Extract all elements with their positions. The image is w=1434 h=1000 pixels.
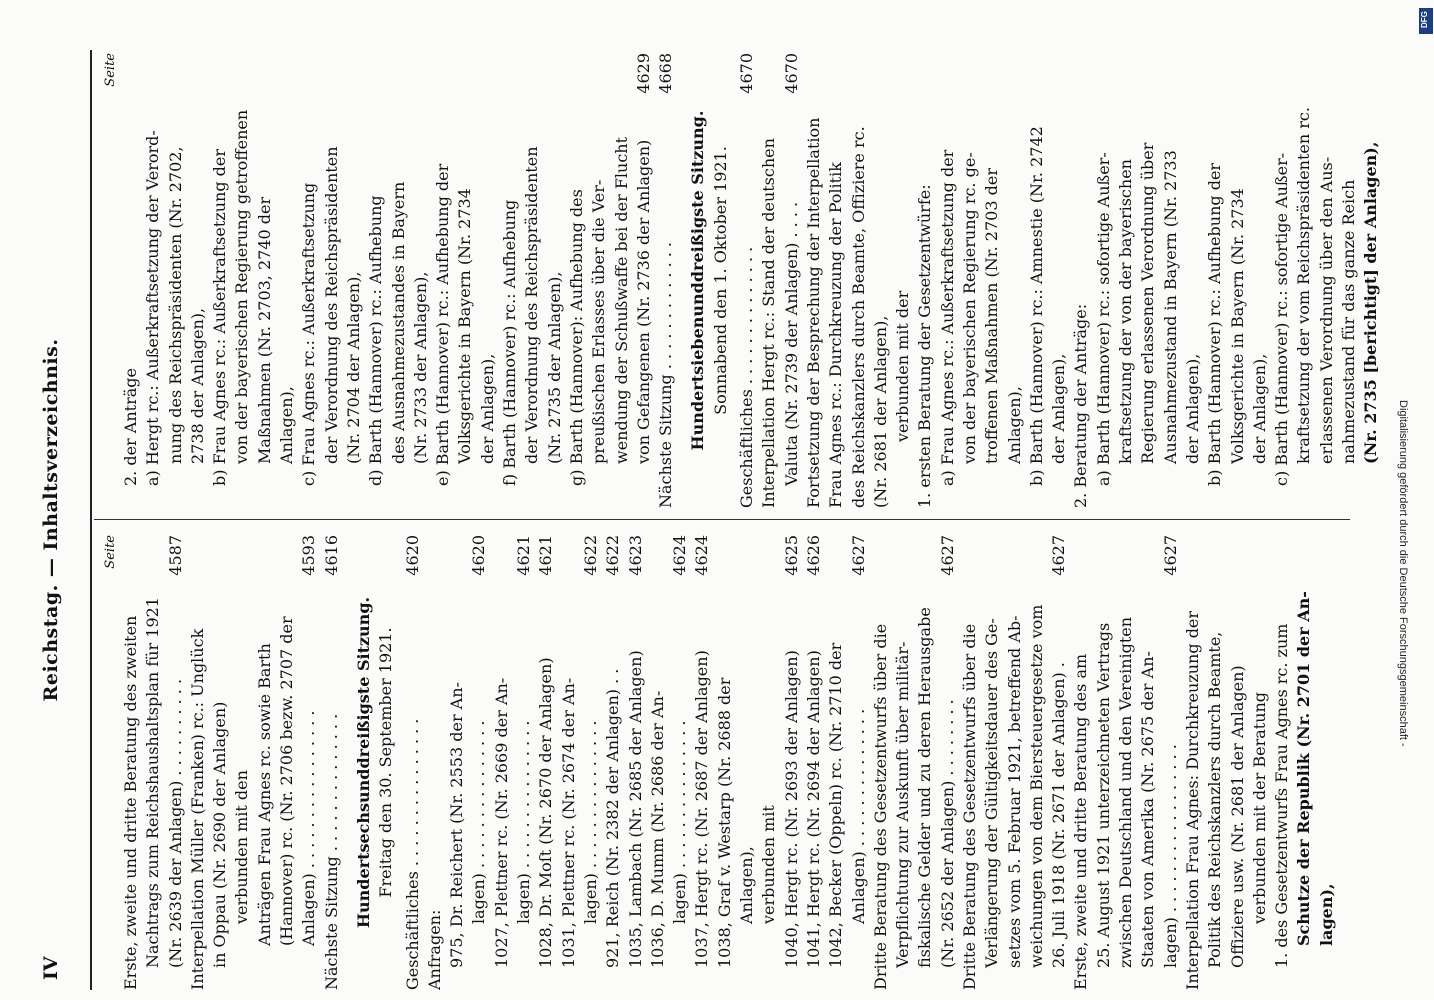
toc-entry-line [231, 53, 253, 508]
toc-entry-line [981, 53, 1003, 508]
toc-entry-line [1293, 535, 1315, 990]
entry-text: verbunden mit der Beratung [1249, 691, 1269, 924]
toc-entry-line [691, 535, 713, 990]
entry-text: der Anlagen), [1249, 353, 1269, 464]
toc-entry-line [1182, 53, 1204, 508]
toc-entry-line [388, 53, 410, 508]
toc-entry-line [521, 53, 543, 508]
toc-entry-line [1293, 53, 1315, 508]
entry-text: lagen), [1316, 883, 1336, 946]
toc-entry-line [1048, 535, 1070, 990]
toc-entry-line [142, 53, 164, 508]
toc-entry-line [848, 535, 870, 990]
toc-entry-line [1070, 535, 1092, 990]
page-reference: 4627 [937, 535, 959, 579]
entry-text: g) Barth (Hannover): Aufhebung des [566, 189, 586, 486]
entry-text: Anlagen) . . . . . . . . . . . . . . . . [299, 710, 319, 946]
toc-entry-line [870, 535, 892, 990]
toc-entry-line [625, 535, 647, 990]
entry-text: (Nr. 2733 der Anlagen), [410, 271, 430, 464]
entry-text: Geschäftliches . . . . . . . . . . . . . . . [402, 718, 422, 990]
entry-text: Valuta (Nr. 2739 der Anlagen) . . . . [781, 201, 801, 486]
entry-text: von der bayerischen Regierung getroffenen [232, 109, 252, 464]
page-reference: 4627 [848, 535, 870, 579]
page-reference: 4620 [468, 535, 490, 579]
page-reference: 4622 [602, 535, 624, 579]
entry-text: Regierung erlassenen Verordnung über [1138, 142, 1158, 464]
toc-entry-line [736, 535, 758, 990]
entry-text: lagen) . . . . . . . . . . . . . . . . . [1160, 744, 1180, 968]
toc-entry-line [959, 53, 981, 508]
toc-entry-line [959, 535, 981, 990]
toc-entry-line [714, 535, 736, 990]
session-date: Sonnabend den 1. Oktober 1921. [710, 146, 730, 415]
entry-text: 25. August 1921 unterzeichneten Vertrags [1093, 622, 1113, 968]
toc-entry-line [1227, 53, 1249, 508]
toc-entry-line [669, 535, 691, 990]
entry-text: Dritte Beratung des Gesetzentwurfs über die [870, 623, 890, 990]
toc-entry-line [321, 53, 343, 508]
toc-entry-line [1048, 53, 1070, 508]
entry-text: der Verordnung des Reichspräsidenten [522, 146, 542, 464]
entry-text: Interpellation Hergt rc.: Stand der deutschen [759, 138, 779, 508]
toc-entry-line [499, 53, 521, 508]
entry-text: 26. Juli 1918 (Nr. 2671 der Anlagen) . [1049, 662, 1069, 968]
toc-entry-line [477, 53, 499, 508]
toc-entry-line [1338, 53, 1360, 508]
toc-entry-line [803, 53, 825, 508]
toc-entry-line [781, 535, 803, 990]
entry-text: c) Frau Agnes rc.: Außerkraftsetzung [299, 182, 319, 486]
toc-entry-line [633, 53, 655, 508]
entry-text: Volksgerichte in Bayern (Nr. 2734 [1227, 188, 1247, 464]
session-heading: Hundertsiebenunddreißigste Sitzung. [688, 110, 708, 451]
page-reference: 4623 [625, 535, 647, 579]
entry-text: Frau Agnes rc.: Durchkreuzung der Politik [826, 162, 846, 508]
entry-text: 975, Dr. Reichert (Nr. 2553 der An- [447, 682, 467, 968]
toc-entry-line [781, 53, 803, 508]
entry-text: (Hannover) rc. (Nr. 2706 bezw. 2707 der [277, 616, 297, 946]
entry-text: verbunden mit den [232, 770, 252, 924]
toc-entry-line [1093, 535, 1115, 990]
toc-entry-line [848, 53, 870, 508]
toc-entry-line [914, 53, 936, 508]
entry-text: Erste, zweite und dritte Beratung des zweiten [121, 615, 140, 990]
rotated-page [30, 50, 1390, 990]
entry-text: 1027, Plettner rc. (Nr. 2669 der An- [491, 677, 511, 968]
entry-text: lagen) . . . . . . . . . . . . . . . [670, 720, 690, 924]
entry-text: Nächste Sitzung . . . . . . . . . . . . . [656, 241, 676, 508]
entry-text: (Nr. 2735 [berichtigt] der Anlagen), [1361, 141, 1381, 464]
entry-text: b) Barth (Hannover) rc.: Aufhebung der [1205, 162, 1225, 486]
entry-text: Staaten von Amerika (Nr. 2675 der An- [1138, 651, 1158, 968]
toc-entry-line [1115, 535, 1137, 990]
entry-text: 1. des Gesetzentwurfs Frau Agnes rc. zum [1272, 623, 1292, 968]
toc-entry-line [432, 53, 454, 508]
entry-text: (Nr. 2704 der Anlagen), [343, 271, 363, 464]
entry-text: Interpellation Frau Agnes: Durchkreuzung der [1182, 610, 1202, 990]
toc-entry-line [1093, 53, 1115, 508]
toc-entry-line [1137, 53, 1159, 508]
toc-entry-line [424, 535, 446, 990]
toc-entry-line [758, 53, 780, 508]
page-reference: 4626 [803, 535, 825, 579]
session-date: Freitag den 30. September 1921. [376, 627, 396, 898]
entry-text: 1036, D. Mumm (Nr. 2686 der An- [647, 690, 667, 968]
toc-entry-line [611, 53, 633, 508]
toc-entry-line [981, 535, 1003, 990]
entry-text: 2. der Anträge [121, 368, 140, 486]
page-reference: 4627 [1160, 535, 1182, 579]
toc-entry-line [825, 53, 847, 508]
entry-text: Geschäftliches . . . . . . . . . . . . . . [737, 246, 757, 508]
seite-label: Seite [103, 53, 118, 87]
entry-text: der Verordnung des Reichspräsidenten [321, 146, 341, 464]
page-reference: 4668 [655, 53, 677, 97]
toc-entry-line [1271, 53, 1293, 508]
entry-text: zwischen Deutschland und den Vereinigten [1116, 616, 1136, 968]
toc-entry-line [343, 53, 365, 508]
entry-text: Ausnahmezustand in Bayern (Nr. 2733 [1160, 150, 1180, 464]
page-reference: 4624 [669, 535, 691, 579]
toc-entry-line [647, 535, 669, 990]
entry-text: Politik des Reichskanzlers durch Beamte, [1205, 631, 1225, 968]
entry-text: Anlagen), [1004, 386, 1024, 464]
entry-text: (Nr. 2735 der Anlagen), [544, 271, 564, 464]
entry-text: Fortsetzung der Besprechung der Interpellation [803, 117, 823, 508]
entry-text: wendung der Schußwaffe bei der Flucht [611, 136, 631, 464]
toc-entry-line [803, 535, 825, 990]
toc-entry-line [209, 53, 231, 508]
toc-entry-line [165, 53, 187, 508]
toc-entry-line [892, 535, 914, 990]
header-rule [90, 50, 92, 990]
right-column [100, 53, 1383, 508]
page-number: IV [40, 956, 62, 980]
page-reference: 4670 [781, 53, 803, 97]
left-column [100, 535, 1338, 990]
entry-text: e) Barth (Hannover) rc.: Aufhebung der [433, 163, 453, 486]
entry-text: erlassenen Verordnung über den Aus- [1316, 156, 1336, 464]
entry-text: kraftsetzung der vom Reichspräsidenten rc. [1294, 107, 1314, 464]
toc-entry-line [736, 53, 758, 508]
entry-text: Verpflichtung zur Auskunft über militär- [893, 641, 913, 968]
toc-entry-line [1227, 535, 1249, 990]
toc-entry-line [120, 535, 142, 990]
page-reference: 4621 [535, 535, 557, 579]
toc-entry-line [825, 535, 847, 990]
toc-entry-line [535, 535, 557, 990]
page-reference: 4624 [691, 535, 713, 579]
entry-text: Nächste Sitzung . . . . . . . . . . . . . . [321, 713, 341, 990]
entry-text: Verlängerung der Gültigkeitsdauer des Ge- [982, 618, 1002, 968]
entry-text: Anfragen: [424, 909, 444, 990]
toc-entry-line [1316, 53, 1338, 508]
entry-text: von der bayerischen Regierung rc. ge- [959, 152, 979, 464]
toc-entry-line [870, 53, 892, 508]
toc-entry-line [602, 535, 624, 990]
entry-text: lagen) . . . . . . . . . . . . . . . [514, 720, 534, 924]
entry-text: Volksgerichte in Bayern (Nr. 2734 [455, 188, 475, 464]
entry-text: Anträgen Frau Agnes rc. sowie Barth [254, 643, 274, 946]
entry-text: 1. ersten Beratung der Gesetzentwürfe: [915, 184, 935, 508]
entry-text: verbunden mit der [893, 290, 913, 442]
page-reference: 4625 [781, 535, 803, 579]
page-reference: 4627 [1048, 535, 1070, 579]
toc-entry-line [231, 535, 253, 990]
entry-text: 1038, Graf v. Westarp (Nr. 2688 der [714, 677, 734, 968]
entry-text: Anlagen) . . . . . . . . . . . . . . [848, 708, 868, 924]
entry-text: 1040, Hergt rc. (Nr. 2693 der Anlagen) [781, 650, 801, 968]
entry-text: 921, Reich (Nr. 2382 der Anlagen) . . [603, 668, 623, 968]
toc-entry-line [937, 535, 959, 990]
entry-text: Anlagen), [277, 386, 297, 464]
toc-entry-line [454, 53, 476, 508]
toc-entry-line [468, 535, 490, 990]
entry-text: Anlagen), [737, 846, 757, 924]
entry-text: 1035, Lambach (Nr. 2685 der Anlagen) [625, 650, 645, 968]
entry-text: 1042, Becker (Oppeln) rc. (Nr. 2710 der [826, 642, 846, 968]
entry-text: a) Hergt rc.: Außerkraftsetzung der Verord- [143, 130, 163, 486]
entry-text: a) Frau Agnes rc.: Außerkraftsetzung der [937, 149, 957, 486]
toc-entry-line [513, 535, 535, 990]
toc-entry-line [276, 535, 298, 990]
entry-text: kraftsetzung der von der bayerischen [1116, 159, 1136, 464]
toc-entry-line [655, 53, 677, 508]
entry-text: 1028, Dr. Moſt (Nr. 2670 der Anlagen) [536, 657, 556, 968]
entry-text: b) Frau Agnes rc.: Außerkraftsetzung der [210, 148, 230, 486]
toc-entry-line [120, 53, 142, 508]
toc-entry-line [1249, 53, 1271, 508]
entry-text: (Nr. 2681 der Anlagen), [870, 315, 890, 508]
toc-entry-line [937, 53, 959, 508]
entry-text: 1041, Hergt rc. (Nr. 2694 der Anlagen) [803, 650, 823, 968]
entry-text: 2. Beratung der Anträge: [1071, 303, 1091, 508]
toc-entry-line [914, 535, 936, 990]
entry-text: (Nr. 2639 der Anlagen) . . . . . . . . . . [165, 678, 185, 968]
toc-entry-line [588, 53, 610, 508]
entry-text: in Oppau (Nr. 2690 der Anlagen) [210, 701, 230, 968]
page-title: Reichstag. — Inhaltsverzeichnis. [40, 338, 62, 702]
entry-text: des Ausnahmezustandes in Bayern [388, 181, 408, 464]
entry-text: nahmezustand für das ganze Reich [1339, 179, 1359, 464]
toc-entry-line [1004, 53, 1026, 508]
page-reference: 4670 [736, 53, 758, 97]
entry-text: c) Barth (Hannover) rc.: sofortige Außer- [1272, 152, 1292, 486]
entry-text: lagen) . . . . . . . . . . . . . . . [469, 720, 489, 924]
entry-text: nung des Reichspräsidenten (Nr. 2702, [165, 146, 185, 464]
session-heading: Hundertsechsunddreißigste Sitzung. [353, 596, 373, 929]
toc-entry-line [298, 535, 320, 990]
toc-entry-line [1026, 53, 1048, 508]
entry-text: Offiziere usw. (Nr. 2681 der Anlagen) [1227, 665, 1247, 968]
page-reference: 4593 [298, 535, 320, 579]
toc-entry-line [558, 535, 580, 990]
toc-entry-line [254, 53, 276, 508]
toc-entry-line [580, 535, 602, 990]
toc-entry-line [1182, 535, 1204, 990]
page-reference: 4622 [580, 535, 602, 579]
toc-entry-line [892, 53, 914, 508]
entry-text: der Anlagen), [1049, 353, 1069, 464]
toc-entry-line [1115, 53, 1137, 508]
entry-text: des Reichskanzlers durch Beamte, Offiziere rc. [848, 126, 868, 508]
page-reference: 4587 [165, 535, 187, 579]
seite-label: Seite [103, 535, 118, 569]
toc-entry-line [276, 53, 298, 508]
entry-text: b) Barth (Hannover) rc.: Amnestie (Nr. 2742 [1026, 126, 1046, 486]
entry-text: f) Barth (Hannover) rc.: Aufhebung [500, 199, 520, 486]
entry-text: Dritte Beratung des Gesetzentwurfs über die [959, 623, 979, 990]
entry-text: der Anlagen), [477, 353, 497, 464]
toc-entry-line [1316, 535, 1338, 990]
entry-text: der Anlagen), [1182, 353, 1202, 464]
column-divider [94, 519, 1350, 520]
entry-text: Interpellation Müller (Franken) rc.: Unglück [187, 628, 207, 990]
toc-entry-line [491, 535, 513, 990]
page-reference: 4629 [633, 53, 655, 97]
entry-text: preußischen Erlasses über die Ver- [589, 179, 609, 464]
toc-entry-line [1204, 53, 1226, 508]
toc-entry-line [365, 53, 387, 508]
page-reference: 4620 [402, 535, 424, 579]
entry-text: lagen) . . . . . . . . . . . . . . . [580, 720, 600, 924]
entry-text: d) Barth (Hannover) rc.: Aufhebung [366, 195, 386, 486]
toc-entry-line [1160, 535, 1182, 990]
toc-entry-line [321, 535, 343, 990]
toc-entry-line [1070, 53, 1092, 508]
toc-entry-line [142, 535, 164, 990]
page-header [40, 50, 80, 990]
toc-entry-line [187, 535, 209, 990]
toc-entry-line [1026, 535, 1048, 990]
toc-entry-line [1271, 535, 1293, 990]
entry-text: von Gefangenen (Nr. 2736 der Anlagen) [633, 139, 653, 464]
toc-entry-line [254, 535, 276, 990]
toc-entry-line [165, 535, 187, 990]
entry-text: setzes vom 5. Februar 1921, betreffend Ab- [1004, 615, 1024, 968]
entry-text: Schutze der Republik (Nr. 2701 der An- [1294, 591, 1314, 946]
entry-text: Erste, zweite und dritte Beratung des am [1071, 653, 1091, 990]
toc-entry-line [1160, 53, 1182, 508]
toc-entry-line [566, 53, 588, 508]
toc-entry-line [298, 53, 320, 508]
toc-entry-line [758, 535, 780, 990]
entry-text: weichungen von dem Biersteuergesetze vom [1026, 604, 1046, 968]
entry-text: Nachtrags zum Reichshaushaltsplan für 1921 [143, 597, 163, 968]
toc-entry-line [410, 53, 432, 508]
toc-entry-line [187, 53, 209, 508]
page-reference: 4616 [321, 535, 343, 579]
entry-text: 2738 der Anlagen), [187, 307, 207, 464]
toc-entry-line [402, 535, 424, 990]
entry-text: Maßnahmen (Nr. 2703, 2740 der [254, 196, 274, 464]
dfg-logo: DFG [1419, 8, 1433, 34]
digitization-note-text: Digitalisierung gefördert durch die Deutsche Forschungsgemeinschaft - [1397, 400, 1409, 747]
entry-text: fiskalische Gelder und zu deren Herausgabe [915, 607, 935, 968]
entry-text: a) Barth (Hannover) rc.: sofortige Außer- [1093, 152, 1113, 486]
toc-entry-line [544, 53, 566, 508]
entry-text: troffenen Maßnahmen (Nr. 2703 der [982, 168, 1002, 464]
entry-text: (Nr. 2652 der Anlagen) . . . . . . . . [937, 699, 957, 968]
toc-entry-line [1249, 535, 1271, 990]
toc-entry-line [209, 535, 231, 990]
entry-text: verbunden mit [759, 805, 779, 924]
toc-entry-line [1004, 535, 1026, 990]
toc-entry-line [1137, 535, 1159, 990]
entry-text: 1031, Plettner rc. (Nr. 2674 der An- [558, 677, 578, 968]
page-reference: 4621 [513, 535, 535, 579]
entry-text: 1037, Hergt rc. (Nr. 2687 der Anlagen) [692, 650, 712, 968]
toc-entry-line [1204, 535, 1226, 990]
toc-entry-line [1360, 53, 1382, 508]
digitization-note [1397, 20, 1425, 980]
toc-entry-line [446, 535, 468, 990]
